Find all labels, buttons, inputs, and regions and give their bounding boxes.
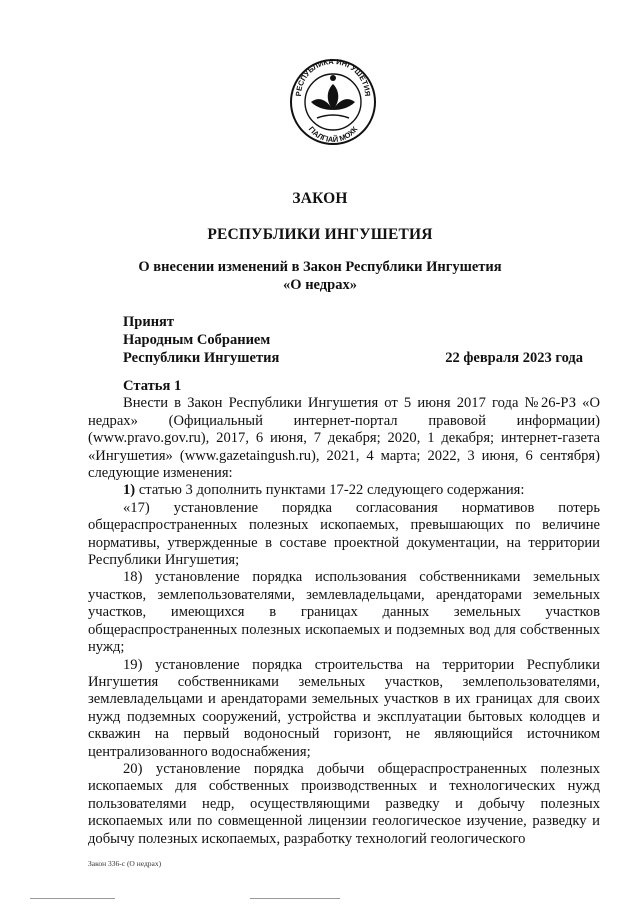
item-number: 1) [123,482,136,499]
republic-emblem [283,44,383,164]
scan-edge-line [250,898,340,899]
emblem-graphic [283,44,383,164]
emblem-top-text: РЕСПУБЛИКА ИНГУШЕТИЯ [293,56,373,97]
adoption-block [123,313,583,367]
paragraph-item-1 [88,482,600,499]
document-title: ЗАКОН [292,190,348,207]
adoption-date: 22 февраля 2023 года [445,350,583,366]
paragraph-intro: Внести в Закон Республики Ингушетия от 5 июня 2017 года №26-РЗ «О недрах» (Официальный интернет-портал правовой информации) (www.pravo.gov.ru), 2017, 6 июня, 7 декабря; 2020, 1 декабря; интернет-газета «Ингушетия» (www.gazetaingush.ru), 2021, 4 марта; 2022, 3 июня, 6 сентября) следующие изменения: [88,395,600,482]
document-subtitle: РЕСПУБЛИКИ ИНГУШЕТИЯ [207,226,433,243]
adopted-label: Принят [123,314,175,330]
scan-edge-line [30,898,115,899]
heading-line-1: О внесении изменений в Закон Республики Ингушетия [138,259,502,275]
heading-line-2: «О недрах» [283,277,357,293]
adopted-by-assembly: Народным Собранием [123,332,271,348]
paragraph-18: 18) установление порядка использования собственниками земельных участков, землепользователями, землевладельцами, арендаторами земельных участков, имеющихся в границах данных земельных участков общераспространенных полезных ископаемых и подземных вод для собственных нужд; [88,569,600,656]
document-footer: Закон 336-с (О недрах) [88,859,162,868]
document-body [88,378,600,848]
article-title: Статья 1 [123,378,182,394]
paragraph-19: 19) установление порядка строительства на территории Республики Ингушетия собственниками земельных участков, землепользователями, землевладельцами и арендаторами земельных участков в их границах для своих нужд подземных сооружений, устройства и эксплуатации бытовых колодцев и скважин на первый водоносный горизонт, не являющийся источником централизованного водоснабжения; [88,656,600,760]
emblem-bottom-text: ГIАЛГIАЙ МОХК [306,124,360,145]
adopted-republic: Республики Ингушетия [123,350,280,366]
paragraph-17: «17) установление порядка согласования нормативов потерь общераспространенных полезных ископаемых, превышающих по величине нормативы, утвержденные в составе проектной документации, на территории Республики Ингушетия; [88,499,600,569]
item-text: статью 3 дополнить пунктами 17-22 следующего содержания: [138,482,525,499]
document-heading [0,258,640,294]
paragraph-20: 20) установление порядка добычи общераспространенных полезных ископаемых для собственных производственных и технологических нужд пользователями недр, осуществляющими разведку и добычу полезных ископаемых или по совмещенной лицензии геологическое изучение, разведку и добычу полезных ископаемых, разработку технологий геологического [88,760,600,847]
